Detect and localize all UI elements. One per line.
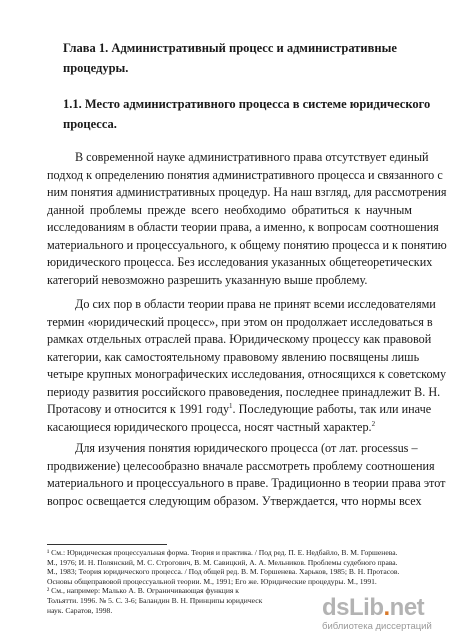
chapter-title-line-1: Глава 1. Административный процесс и административные [63,41,397,55]
paragraph-1 [47,149,447,289]
section-title [63,96,430,132]
footnote-line: наук. Саратов, 1998. [47,605,113,615]
paragraph-line: вопрос освещается следующим образом. Утверждается, что нормы всех [47,493,422,508]
section-title-line-1: 1.1. Место административного процесса в системе юридического [63,97,431,111]
dslib-subtitle: библиотека диссертаций [322,621,432,632]
paragraph-line-with-footnote-2: касающиеся юридического процесса, носят частный характер.$^2$ [47,419,376,434]
paragraph-line: ним понятия административных процедур. На наш взгляд, для рассмотрения [47,185,447,199]
footnote-ref-2: 2 [371,419,376,428]
section-title-line-2: процесса. [63,117,117,131]
footnote-line: ² См., например: Малько А. В. Ограничивающая функция к [47,586,239,596]
paragraph-line: категории, как самостоятельному правовому явлению посвящены лишь [47,349,420,364]
paragraph-line: подход к определению понятия административного процесса и связанного с [47,167,443,182]
paragraph-line: категорий невозможно разрешить указанную выше проблему. [47,272,368,287]
paragraph-line: данной проблемы прежде всего необходимо обратиться к научным [47,202,412,217]
footnote-line: М., 1976; И. Н. Полянский, М. С. Строгович, В. М. Савицкий, А. А. Мельников. Проблемы судебного права. [47,557,398,567]
dslib-watermark[interactable] [322,594,444,634]
dslib-logo: dsLib.net [322,594,425,621]
paragraph-line-with-footnote-1: Протасову и относится к 1991 году$^1$. Последующие работы, так или иначе [47,401,432,416]
paragraph-line: материального и процессуального, к общему понятию процесса и к понятию [47,237,447,252]
paragraph-line: материального и процессуального в праве. Традиционно в теории права этот [47,476,446,490]
paragraph-line: исследованиям в области теории права, а именно, к вопросам соотношения [47,220,439,234]
footnote-line: ¹ См.: Юридическая процессуальная форма. Теория и практика. / Под ред. П. Е. Недбайло, В. М. Горшенева. [47,548,398,557]
footnote-line: Основы общеправовой процессуальной теории. М., 1991; Его же. Юридические процедуры. М., 1991. [47,576,377,586]
footnote-ref-1: 1 [229,401,233,410]
footnote-line: М., 1983; Теория юридического процесса. / Под общей ред. В. М. Горшенева. Харьков, 1985; В. Н. Протасов. [47,567,400,577]
chapter-title [63,40,397,76]
paragraph-line: термин «юридический процесс», при этом он продолжает исследоваться в [47,314,433,329]
paragraph-line: Для изучения понятия юридического процесса (от лат. processus – [75,441,418,455]
paragraph-line: юридического процесса. Без исследования указанных общетеоретических [47,255,433,269]
paragraph-line: продвижение) целесообразно вначале рассмотреть проблему соотношения [47,458,435,473]
chapter-title-line-2: процедуры. [63,61,129,75]
paragraph-line: периоду развития российского правоведения, последнее принадлежит В. Н. [47,384,441,399]
footnote-separator [47,544,167,545]
paragraph-line: рамках отдельных отраслей права. Юридическому процессу как правовой [47,332,432,346]
paragraph-2 [47,296,447,436]
paragraph-line: До сих пор в области теории права не принят всеми исследователями [75,297,436,311]
footnote-line: Тольятти. 1996. № 5. С. 3-6; Баландин В. Н. Принципы юридическ [47,595,263,605]
paragraph-3 [47,440,446,510]
paragraph-line: четыре крупных монографических исследования, относящихся к советскому [47,367,447,381]
paragraph-line: В современной науке административного права отсутствует единый [75,150,429,164]
